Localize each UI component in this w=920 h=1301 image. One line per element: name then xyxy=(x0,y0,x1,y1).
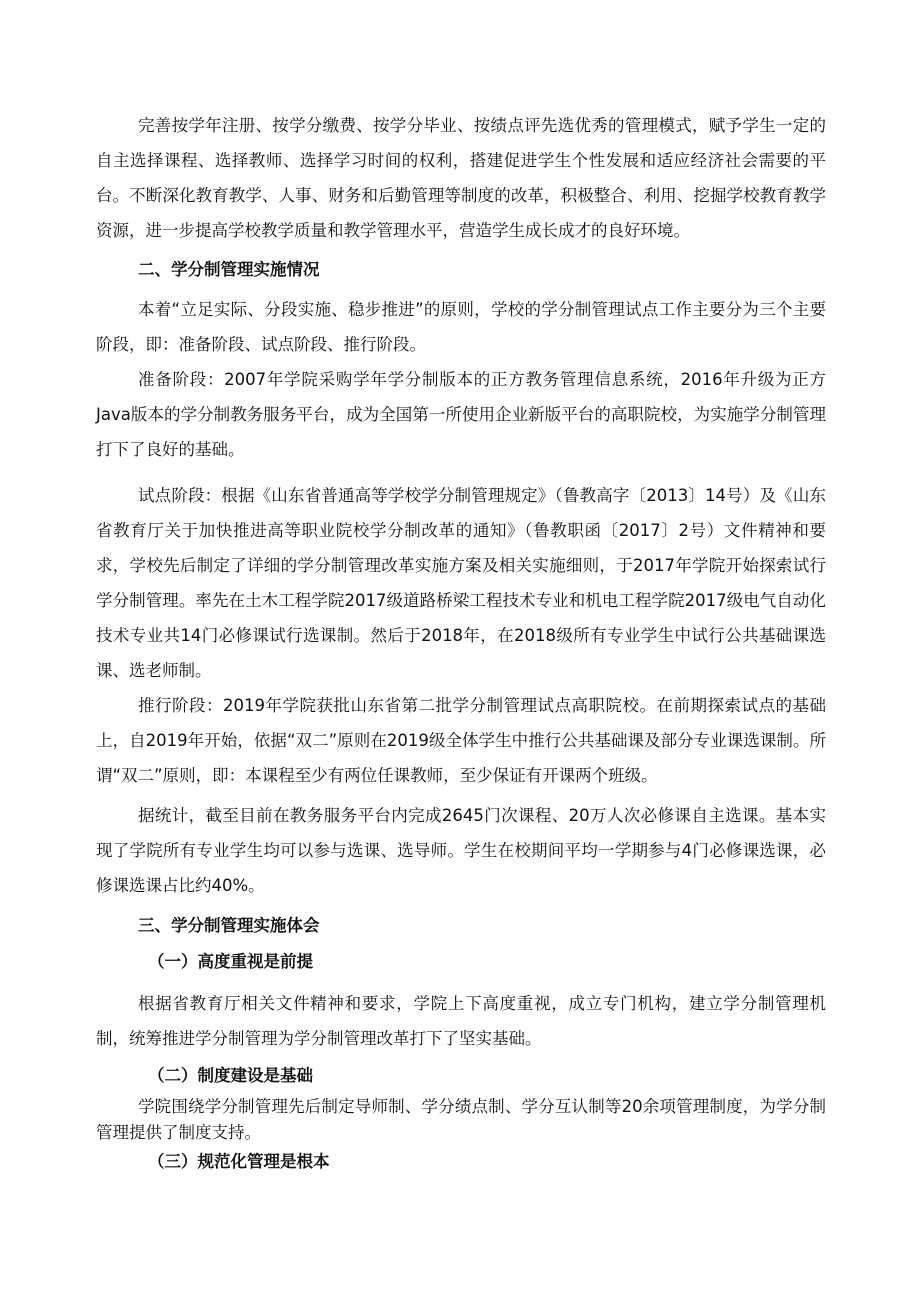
section-heading-experience: 三、学分制管理实施体会 xyxy=(138,916,320,935)
paragraph-pilot-stage: 试点阶段：根据《山东省普通高等学校学分制管理规定》（鲁教高字〔2013〕14号）及《山东省教育厅关于加快推进高等职业院校学分制改革的通知》（鲁教职函〔2017〕2号）文件精神和要求，学校先后制定了详细的学分制管理改革实施方案及相关实施细则，于2017年学院开始探索试行学分制管理。率先在土木工程学院2017级道路桥梁工程技术专业和机电工程学院2017级电气自动化技术专业共14门必修课试行选课制。然后于2018年，在2018级所有专业学生中试行公共基础课选课、选老师制。 xyxy=(96,486,826,680)
paragraph-statistics: 据统计，截至目前在教务服务平台内完成2645门次课程、20万人次必修课自主选课。基本实现了学院所有专业学生均可以参与选课、选导师。学生在校期间平均一学期参与4门必修课选课，必修课选课占比约40%。 xyxy=(96,806,826,895)
subheading-standardized-management: （三）规范化管理是根本 xyxy=(148,1152,330,1171)
paragraph-rollout-stage: 推行阶段：2019年学院获批山东省第二批学分制管理试点高职院校。在前期探索试点的基础上，自2019年开始，依据“双二”原则在2019级全体学生中推行公共基础课及部分专业课选课制。所谓“双二”原则，即：本课程至少有两位任课教师，至少保证有开课两个班级。 xyxy=(96,696,826,785)
paragraph-management-model: 完善按学年注册、按学分缴费、按学分毕业、按绩点评先选优秀的管理模式，赋予学生一定的自主选择课程、选择教师、选择学习时间的权利，搭建促进学生个性发展和适应经济社会需要的平台。不断深化教育教学、人事、财务和后勤管理等制度的改革，积极整合、利用、挖掘学校教育教学资源，进一步提高学校教学质量和教学管理水平，营造学生成长成才的良好环境。 xyxy=(96,116,826,240)
paragraph-emphasis: 根据省教育厅相关文件精神和要求，学院上下高度重视，成立专门机构，建立学分制管理机制，统筹推进学分制管理为学分制管理改革打下了坚实基础。 xyxy=(96,994,826,1048)
subheading-emphasis: （一）高度重视是前提 xyxy=(148,952,313,971)
subheading-system-building: （二）制度建设是基础 xyxy=(148,1066,313,1085)
paragraph-principle: 本着“立足实际、分段实施、稳步推进”的原则，学校的学分制管理试点工作主要分为三个主要阶段，即：准备阶段、试点阶段、推行阶段。 xyxy=(96,300,826,354)
section-heading-implementation: 二、学分制管理实施情况 xyxy=(138,260,320,279)
paragraph-system-building: 学院围绕学分制管理先后制定导师制、学分绩点制、学分互认制等20余项管理制度，为学分制管理提供了制度支持。 xyxy=(96,1097,826,1142)
paragraph-preparation-stage: 准备阶段：2007年学院采购学年学分制版本的正方教务管理信息系统，2016年升级为正方Java版本的学分制教务服务平台，成为全国第一所使用企业新版平台的高职院校，为实施学分制管理打下了良好的基础。 xyxy=(96,370,826,459)
